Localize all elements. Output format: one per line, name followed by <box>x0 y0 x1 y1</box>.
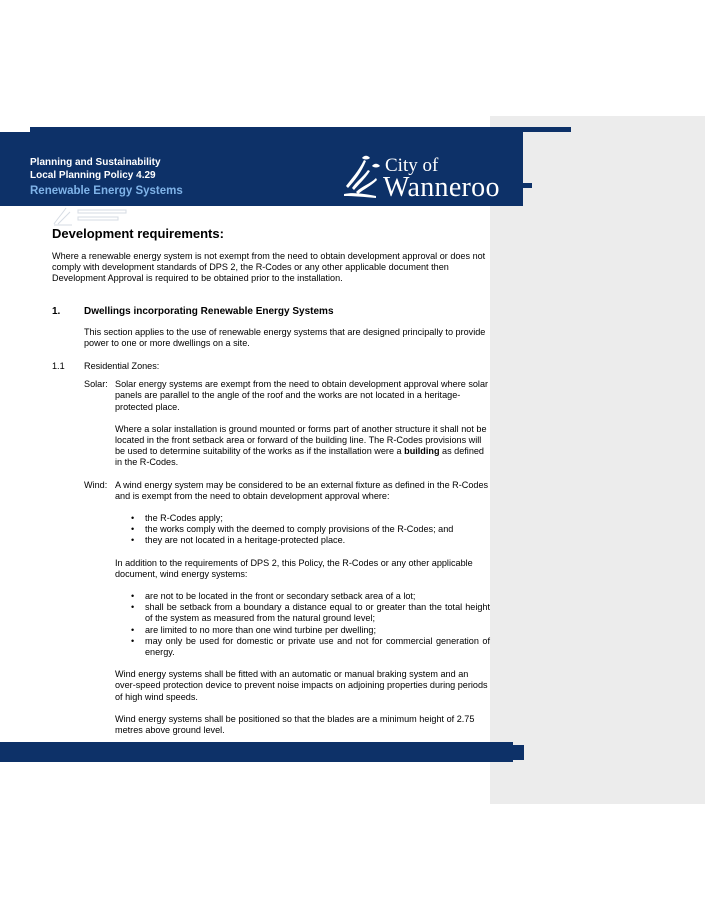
subsection-heading <box>52 361 490 372</box>
header-department: Planning and Sustainability <box>30 157 161 168</box>
logo-city-text: City of <box>385 155 439 176</box>
subsection-number: 1.1 <box>52 361 65 372</box>
solar-p2-text-end: as defined in the R-Codes. <box>115 446 484 468</box>
header-policy-number: Local Planning Policy 4.29 <box>30 170 156 181</box>
page-title: Development requirements: <box>52 226 224 241</box>
document-body <box>52 226 490 747</box>
wind-item <box>52 480 490 737</box>
list-item: • the R-Codes apply; <box>145 513 490 524</box>
faded-logo-watermark <box>52 206 132 226</box>
wind-paragraph-1: A wind energy system may be considered to be an external fixture as defined in the R-Codes and is exempt from the need to obtain development approval where: <box>115 479 489 501</box>
solar-paragraph-2 <box>115 424 490 469</box>
wind-exemption-list <box>115 513 490 547</box>
intro-paragraph: Where a renewable energy system is not exempt from the need to obtain development approval or does not comply with development standards of DPS 2, the R-Codes or any other applicable document then Development Approval is required to be obtained prior to the installation. <box>52 251 486 284</box>
list-item: • are limited to no more than one wind turbine per dwelling; <box>145 625 490 636</box>
footer-banner <box>0 742 513 762</box>
list-item: • the works comply with the deemed to comply provisions of the R-Codes; and <box>145 524 490 535</box>
solar-p2-bold-term: building <box>404 446 440 457</box>
section-heading <box>52 306 490 318</box>
subsection-title: Residential Zones: <box>84 361 160 372</box>
wind-paragraph-2: In addition to the requirements of DPS 2, this Policy, the R-Codes or any other applicable document, wind energy systems: <box>115 557 473 579</box>
wind-paragraph-4: Wind energy systems shall be positioned so that the blades are a minimum height of 2.75 metres above ground level. <box>115 713 475 736</box>
section-title: Dwellings incorporating Renewable Energy Systems <box>84 305 334 317</box>
wind-label: Wind: <box>84 479 108 490</box>
header-policy-title: Renewable Energy Systems <box>30 185 183 197</box>
section-intro: This section applies to the use of renewable energy systems that are designed principally to provide power to one or more dwellings on a site. <box>84 326 486 348</box>
list-item: • are not to be located in the front or secondary setback area of a lot; <box>145 591 490 602</box>
list-item: • they are not located in a heritage-protected place. <box>145 535 490 546</box>
list-item: • may only be used for domestic or private use and not for commercial generation of energy. <box>145 636 490 658</box>
footer-tab <box>513 745 524 760</box>
solar-paragraph-1: Solar energy systems are exempt from the need to obtain development approval where solar panels are parallel to the angle of the roof and the works are not located in a heritage-protected place. <box>115 379 489 412</box>
solar-label: Solar: <box>84 379 108 390</box>
wind-requirements-list <box>115 591 490 658</box>
solar-p2-text: Where a solar installation is ground mounted or forms part of another structure it shall not be located in the front setback area or forward of the building line. The R-Codes provisions will be used to determine suitability of the works as if the installation were a <box>115 423 487 457</box>
solar-item <box>52 379 490 468</box>
header-tab <box>523 183 532 188</box>
logo-name-text: Wanneroo <box>383 172 500 203</box>
list-item: • shall be setback from a boundary a distance equal to or greater than the total height of the system as measured from the natural ground level; <box>145 602 490 624</box>
wind-paragraph-3: Wind energy systems shall be fitted with an automatic or manual braking system and an over-speed protection device to prevent noise impacts on adjoining properties during periods of high wind speeds. <box>115 669 488 702</box>
side-panel <box>490 116 705 804</box>
section-number: 1. <box>52 305 61 317</box>
